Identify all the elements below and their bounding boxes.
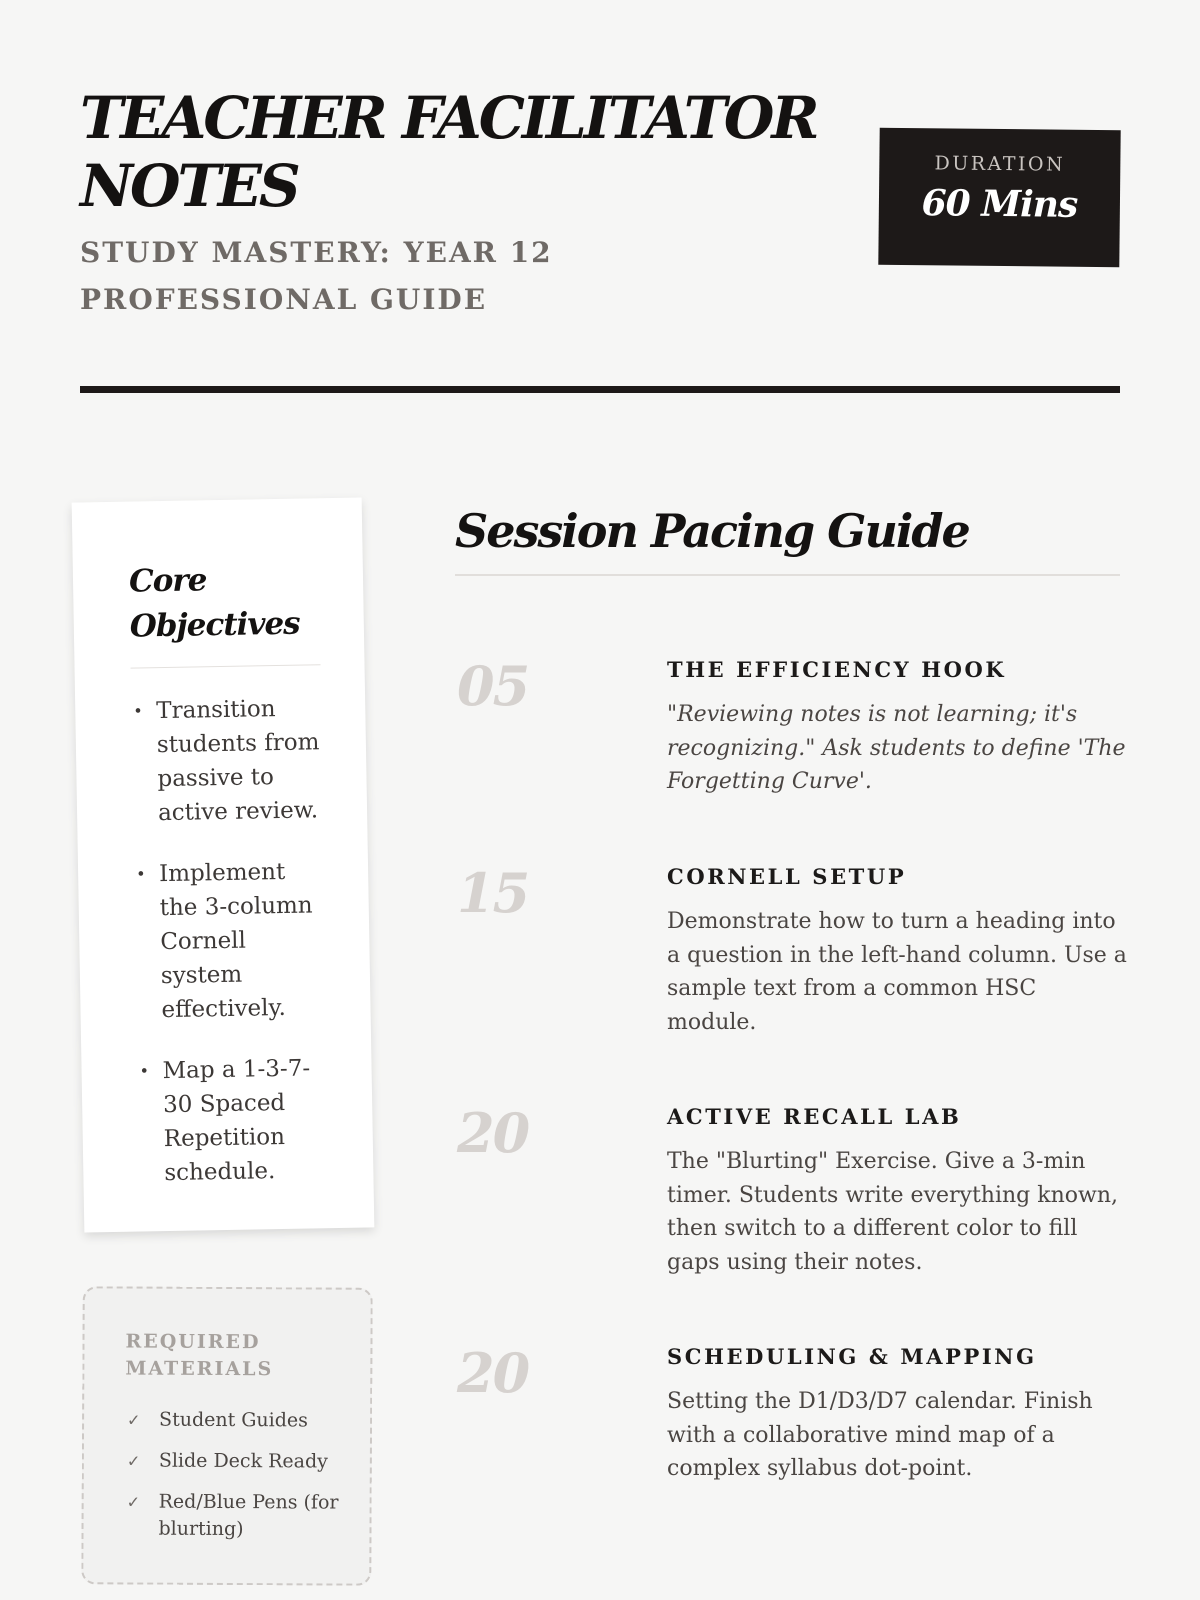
duration-badge bbox=[878, 128, 1120, 268]
checkmark-icon: ✓ bbox=[127, 1410, 141, 1430]
bullet-dot-icon: • bbox=[133, 701, 143, 721]
duration-label: DURATION bbox=[934, 152, 1066, 176]
objective-text: Transition students from passive to active review. bbox=[156, 696, 320, 827]
step-heading: ACTIVE RECALL LAB bbox=[667, 1104, 962, 1129]
checkmark-icon: ✓ bbox=[126, 1492, 141, 1512]
step-description: "Reviewing notes is not learning; it's recognizing." Ask students to define 'The Forgetting Curve'. bbox=[667, 702, 1126, 794]
material-text: Student Guides bbox=[159, 1408, 308, 1432]
step-minutes: 15 bbox=[457, 861, 529, 925]
material-item bbox=[125, 1406, 346, 1434]
step-minutes: 20 bbox=[457, 1101, 529, 1165]
header-divider bbox=[80, 386, 1120, 393]
step-heading: THE EFFICIENCY HOOK bbox=[667, 657, 1007, 682]
step-description: The "Blurting" Exercise. Give a 3-min timer. Students write everything known, then switch to a different color to fill gaps using their notes. bbox=[667, 1149, 1118, 1275]
objective-text: Map a 1-3-7-30 Spaced Repetition schedule. bbox=[162, 1055, 311, 1187]
page-title: TEACHER FACILITATOR NOTES bbox=[80, 84, 817, 220]
duration-value: 60 Mins bbox=[921, 182, 1078, 226]
step-body bbox=[667, 1342, 1127, 1486]
step-heading: SCHEDULING & MAPPING bbox=[667, 1344, 1037, 1369]
material-text: Slide Deck Ready bbox=[158, 1449, 328, 1473]
page-header bbox=[80, 84, 1120, 394]
step-body bbox=[667, 655, 1127, 799]
pacing-guide-title: Session Pacing Guide bbox=[455, 504, 969, 558]
materials-list bbox=[124, 1406, 346, 1543]
materials-title: REQUIRED MATERIALS bbox=[125, 1330, 274, 1381]
objective-item bbox=[134, 854, 327, 1027]
objective-text: Implement the 3-column Cornell system effectively. bbox=[158, 858, 313, 1024]
pacing-divider bbox=[455, 574, 1120, 576]
step-body bbox=[667, 862, 1127, 1039]
required-materials-box bbox=[81, 1286, 373, 1586]
step-description: Setting the D1/D3/D7 calendar. Finish with a collaborative mind map of a complex syllabus dot-point. bbox=[667, 1389, 1093, 1481]
objectives-title: Core Objectives bbox=[129, 556, 321, 668]
material-item bbox=[124, 1488, 345, 1543]
step-minutes: 20 bbox=[457, 1341, 529, 1405]
step-description: Demonstrate how to turn a heading into a question in the left-hand column. Use a sample text from a common HSC module. bbox=[667, 909, 1127, 1035]
step-minutes: 05 bbox=[457, 654, 529, 718]
core-objectives-card bbox=[72, 498, 375, 1233]
checkmark-icon: ✓ bbox=[126, 1451, 141, 1471]
objectives-list bbox=[131, 691, 330, 1190]
bullet-dot-icon: • bbox=[135, 864, 146, 884]
page-subtitle: STUDY MASTERY: YEAR 12 PROFESSIONAL GUIDE bbox=[80, 236, 553, 316]
objective-item bbox=[137, 1051, 329, 1190]
step-body bbox=[667, 1102, 1127, 1279]
step-heading: CORNELL SETUP bbox=[667, 864, 907, 889]
bullet-dot-icon: • bbox=[139, 1061, 150, 1081]
material-item bbox=[125, 1447, 346, 1475]
objective-item bbox=[131, 691, 323, 830]
material-text: Red/Blue Pens (for blurting) bbox=[158, 1490, 339, 1541]
